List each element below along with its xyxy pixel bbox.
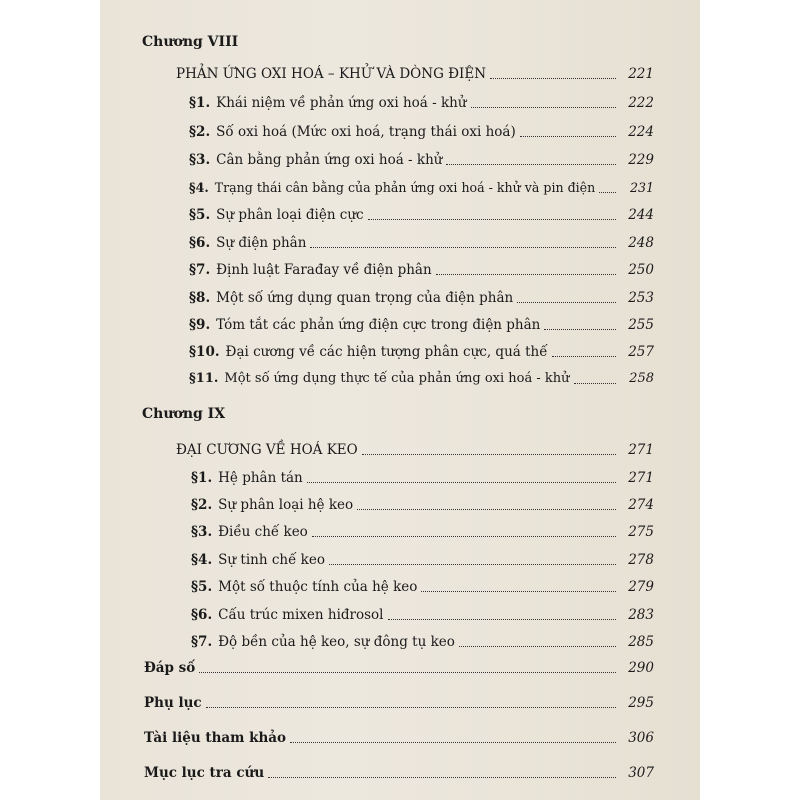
section-number: §5. bbox=[191, 579, 213, 595]
toc-entry bbox=[189, 286, 654, 306]
chapter-9-title-entry bbox=[176, 438, 654, 458]
leader-dots bbox=[436, 274, 616, 275]
section-number: §11. bbox=[189, 371, 219, 386]
leader-dots bbox=[329, 564, 616, 565]
leader-dots bbox=[520, 136, 616, 137]
section-number: §4. bbox=[191, 552, 213, 568]
section-page: 255 bbox=[628, 317, 654, 333]
section-title: Một số ứng dụng quan trọng của điện phân bbox=[216, 290, 514, 306]
section-number: §3. bbox=[189, 152, 211, 168]
section-title: Định luật Farađay về điện phân bbox=[216, 262, 432, 278]
chapter-8-title-entry bbox=[176, 62, 654, 82]
section-page: 283 bbox=[628, 607, 654, 623]
section-title: Khái niệm về phản ứng oxi hoá - khử bbox=[216, 95, 467, 111]
section-page: 278 bbox=[628, 552, 654, 568]
section-page: 271 bbox=[628, 470, 654, 486]
section-title: Sự tinh chế keo bbox=[218, 552, 325, 568]
back-matter-page: 307 bbox=[628, 765, 654, 781]
back-matter-entry bbox=[144, 691, 654, 711]
section-number: §2. bbox=[189, 124, 211, 140]
toc-entry bbox=[189, 367, 654, 387]
back-matter-entry bbox=[144, 656, 654, 676]
chapter-8-heading: Chương VIII bbox=[142, 34, 239, 50]
leader-dots bbox=[421, 591, 616, 592]
toc-entry bbox=[191, 603, 654, 623]
leader-dots bbox=[357, 509, 616, 510]
toc-entry bbox=[189, 258, 654, 278]
section-page: 244 bbox=[628, 207, 654, 223]
chapter-8-title: PHẢN ỨNG OXI HOÁ – KHỬ VÀ DÒNG ĐIỆN bbox=[176, 66, 487, 82]
chapter-8-title-page: 221 bbox=[628, 66, 654, 82]
section-page: 222 bbox=[628, 95, 654, 111]
back-matter-title: Đáp số bbox=[144, 660, 196, 676]
toc-entry bbox=[191, 466, 654, 486]
leader-dots bbox=[471, 107, 616, 108]
leader-dots bbox=[290, 742, 616, 743]
section-number: §1. bbox=[189, 95, 211, 111]
section-title: Đại cương về các hiện tượng phân cực, quá thế bbox=[225, 344, 548, 360]
section-page: 279 bbox=[628, 579, 654, 595]
section-number: §4. bbox=[189, 180, 209, 195]
toc-entry bbox=[189, 148, 654, 168]
section-number: §6. bbox=[191, 607, 213, 623]
section-title: Trạng thái cân bằng của phản ứng oxi hoá - khử và pin điện bbox=[214, 180, 596, 195]
toc-entry bbox=[189, 231, 654, 251]
toc-entry bbox=[191, 493, 654, 513]
section-title: Một số ứng dụng thực tế của phản ứng oxi hoá - khử bbox=[224, 371, 570, 386]
chapter-9-title: ĐẠI CƯƠNG VỀ HOÁ KEO bbox=[176, 442, 358, 458]
back-matter-title: Phụ lục bbox=[144, 695, 202, 711]
toc-entry bbox=[189, 91, 654, 111]
back-matter-entry bbox=[144, 726, 654, 746]
back-matter-entry bbox=[144, 761, 654, 781]
chapter-9-title-page: 271 bbox=[628, 442, 654, 458]
chapter-9-heading: Chương IX bbox=[142, 406, 226, 422]
leader-dots bbox=[310, 247, 616, 248]
section-number: §2. bbox=[191, 497, 213, 513]
section-title: Một số thuộc tính của hệ keo bbox=[218, 579, 418, 595]
back-matter-page: 290 bbox=[628, 660, 654, 676]
toc-entry bbox=[191, 575, 654, 595]
leader-dots bbox=[206, 707, 616, 708]
section-page: 258 bbox=[629, 371, 654, 386]
section-page: 250 bbox=[628, 262, 654, 278]
leader-dots bbox=[490, 78, 616, 79]
leader-dots bbox=[307, 482, 616, 483]
section-title: Số oxi hoá (Mức oxi hoá, trạng thái oxi hoá) bbox=[216, 124, 516, 140]
section-page: 231 bbox=[629, 180, 654, 195]
section-number: §8. bbox=[189, 290, 211, 306]
section-title: Cân bằng phản ứng oxi hoá - khử bbox=[216, 152, 443, 168]
leader-dots bbox=[459, 646, 616, 647]
section-page: 275 bbox=[628, 524, 654, 540]
section-title: Tóm tắt các phản ứng điện cực trong điện phân bbox=[216, 317, 541, 333]
toc-entry bbox=[189, 203, 654, 223]
section-title: Hệ phân tán bbox=[218, 470, 303, 486]
leader-dots bbox=[388, 619, 617, 620]
section-title: Điều chế keo bbox=[218, 524, 308, 540]
section-page: 224 bbox=[628, 124, 654, 140]
section-page: 274 bbox=[628, 497, 654, 513]
leader-dots bbox=[552, 356, 616, 357]
leader-dots bbox=[517, 302, 616, 303]
section-number: §7. bbox=[191, 634, 213, 650]
section-number: §5. bbox=[189, 207, 211, 223]
section-title: Cấu trúc mixen hiđrosol bbox=[218, 607, 384, 623]
section-page: 257 bbox=[628, 344, 654, 360]
section-page: 253 bbox=[628, 290, 654, 306]
toc-entry bbox=[189, 313, 654, 333]
leader-dots bbox=[268, 777, 616, 778]
leader-dots bbox=[199, 672, 616, 673]
section-title: Độ bền của hệ keo, sự đông tụ keo bbox=[218, 634, 455, 650]
leader-dots bbox=[446, 164, 616, 165]
section-number: §9. bbox=[189, 317, 211, 333]
toc-entry bbox=[189, 120, 654, 140]
back-matter-page: 306 bbox=[628, 730, 654, 746]
section-number: §3. bbox=[191, 524, 213, 540]
leader-dots bbox=[574, 383, 617, 384]
leader-dots bbox=[368, 219, 616, 220]
back-matter-page: 295 bbox=[628, 695, 654, 711]
toc-entry bbox=[191, 520, 654, 540]
toc-entry bbox=[189, 340, 654, 360]
section-title: Sự điện phân bbox=[216, 235, 307, 251]
section-page: 229 bbox=[628, 152, 654, 168]
toc-entry bbox=[189, 176, 654, 196]
section-title: Sự phân loại hệ keo bbox=[218, 497, 354, 513]
section-page: 285 bbox=[628, 634, 654, 650]
toc-entry bbox=[191, 630, 654, 650]
toc-entry bbox=[191, 548, 654, 568]
leader-dots bbox=[312, 536, 616, 537]
section-number: §6. bbox=[189, 235, 211, 251]
leader-dots bbox=[362, 454, 616, 455]
section-number: §1. bbox=[191, 470, 213, 486]
back-matter-title: Tài liệu tham khảo bbox=[144, 730, 287, 746]
leader-dots bbox=[544, 329, 616, 330]
leader-dots bbox=[599, 192, 616, 193]
section-number: §10. bbox=[189, 344, 220, 360]
section-title: Sự phân loại điện cực bbox=[216, 207, 364, 223]
section-page: 248 bbox=[628, 235, 654, 251]
back-matter-title: Mục lục tra cứu bbox=[144, 765, 265, 781]
section-number: §7. bbox=[189, 262, 211, 278]
